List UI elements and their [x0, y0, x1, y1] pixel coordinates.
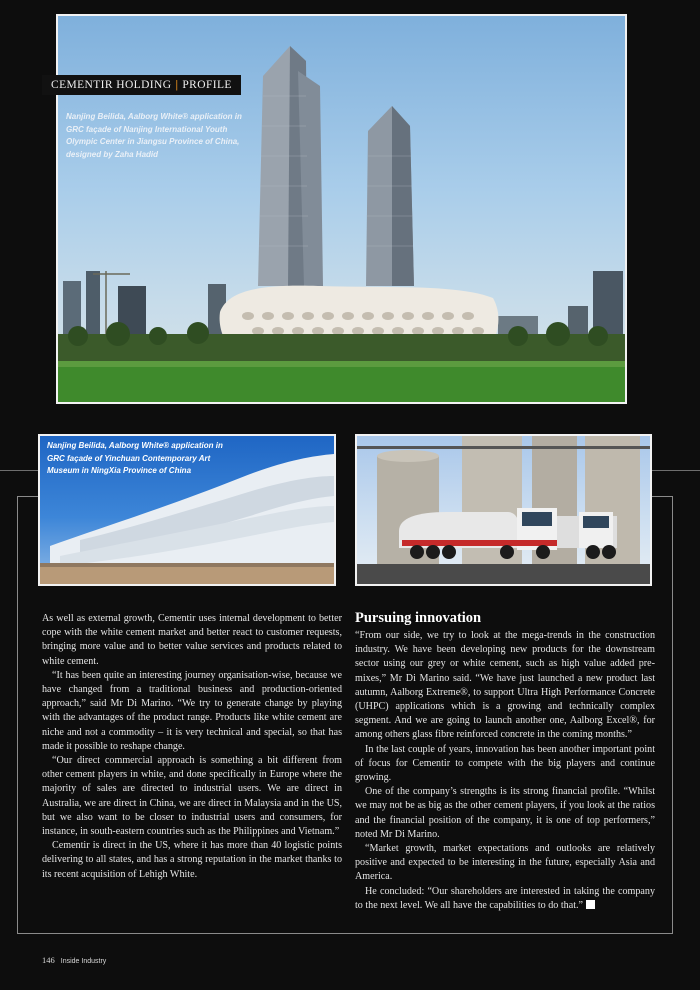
right-paragraph-2: In the last couple of years, innovation has been another important point of focus for Cementir to compete with the big players and continue growing. — [355, 743, 655, 784]
left-paragraph-2: “It has been quite an interesting journey organisation-wise, because we have changed from a traditional business and production-oriented approach,” said Mr Di Marino. “We try to generate change by playing with the advantages of the product range. Products like white cement are niche and not a commodity – it is very technical and special, so that has made it possible to reshape change. — [42, 669, 342, 752]
hero-caption: Nanjing Beilida, Aalborg White® application in GRC façade of Nanjing International Youth Olympic Center in Jiangsu Province of China, designed by Zaha Hadid — [66, 112, 242, 159]
frame-top-right — [652, 496, 673, 497]
section-name: CEMENTIR HOLDING — [51, 79, 172, 91]
section-tag — [42, 75, 241, 95]
left-paragraph-4: Cementir is direct in the US, where it has more than 40 logistic points delivering to all states, and has a strong reputation in the market thanks to its recent acquisition of Lehigh White. — [42, 840, 342, 880]
right-paragraph-5-text: He concluded: “Our shareholders are interested in taking the company to the next level. We all have the capabilities to do that.” — [355, 885, 655, 911]
museum-caption: Nanjing Beilida, Aalborg White® application in GRC façade of Yinchuan Contemporary Art Museum in NingXia Province of China — [47, 441, 223, 475]
end-of-article-mark — [586, 900, 595, 909]
section-label: PROFILE — [182, 79, 232, 91]
right-paragraph-3: One of the company’s strengths is its strong financial profile. “Whilst we may not be as big as the other cement players, if you look at the ratios and the financial position of the company, it is one of top performers,” noted Mr Di Marino. — [355, 786, 655, 840]
divider-right — [652, 470, 700, 471]
right-paragraph-5 — [355, 885, 655, 913]
page-number: 146 — [42, 955, 55, 965]
divider-left — [0, 470, 38, 471]
right-paragraph-4: “Market growth, market expectations and outlooks are relatively positive and expected to be interesting in the future, especially Asia and America. — [355, 843, 655, 883]
page-footer — [42, 955, 106, 965]
hero-photo-olympic-center — [56, 14, 627, 404]
right-paragraph-1: “From our side, we try to look at the mega-trends in the construction industry. We have been developing new products for the downstream sector using our grey or white cement, such as high value added pre-mixes,” Mr Di Marino said. “We have just launched a new product last autumn, Aalborg Extreme®, to support Ultra High Performance Concrete (UHPC) applications which is a growing and technically complex segment. And we are going to launch another one, Aalborg Excel®, for among others glass fibre reinforced concrete in the coming months.” — [355, 630, 655, 741]
article-left-column — [42, 612, 342, 882]
olympic-center-illustration — [58, 16, 625, 402]
left-paragraph-3: “Our direct commercial approach is something a bit different from other cement players in white, and done specifically in Europe where the majority of sales are directed to industrial users. We are direct in Australia, we are direct in China, we are direct in Malaysia and in the US, but we also want to be closer to industrial users and consumers, for instance, in south-eastern countries such as the Philippines and Vietnam.” — [42, 755, 342, 838]
section-heading: Pursuing innovation — [355, 610, 482, 626]
article-right-column — [355, 610, 655, 913]
publication-name: Inside Industry — [60, 958, 107, 965]
section-separator: | — [175, 79, 179, 91]
left-paragraph-1: As well as external growth, Cementir uses internal development to better cope with the white cement market and better react to customer requests, bringing more value and to better value services and products related to white cement. — [42, 613, 342, 667]
frame-top-left — [17, 496, 38, 497]
